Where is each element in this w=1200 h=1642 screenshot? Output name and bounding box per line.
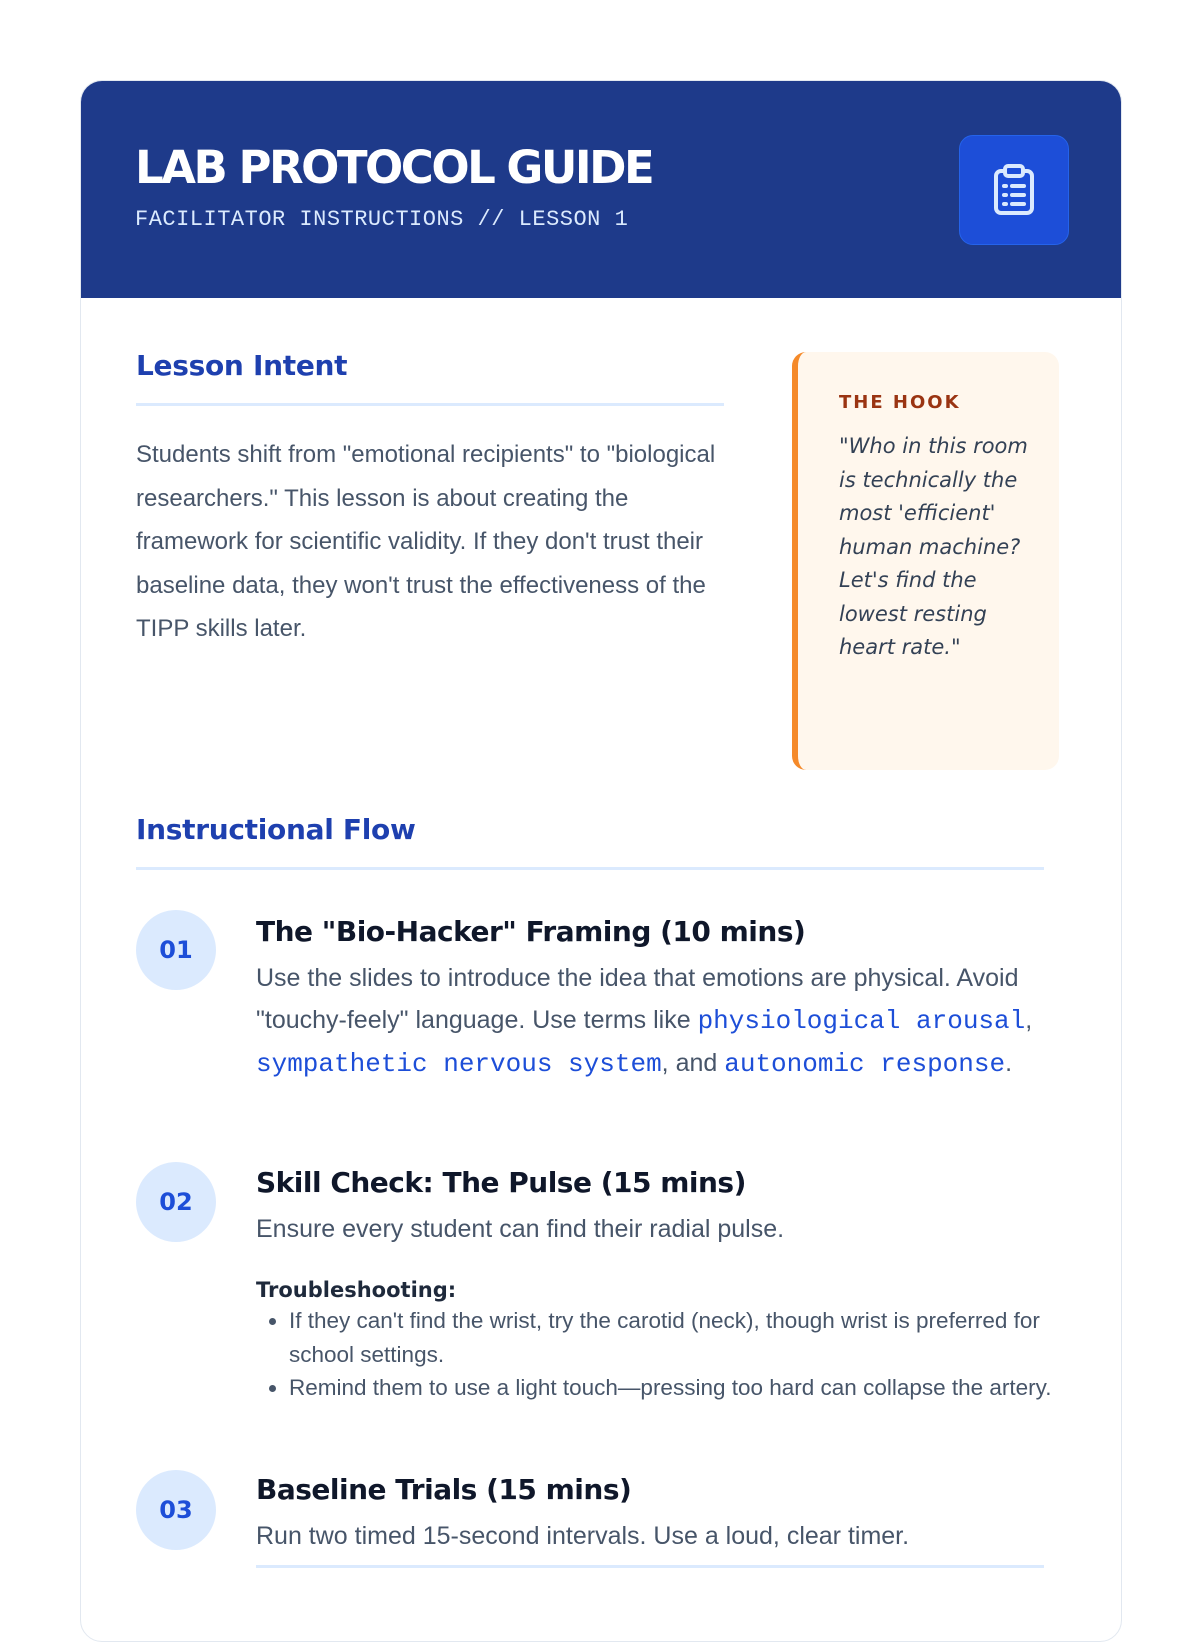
list-item: • Remind them to use a light touch—pressing too hard can collapse the artery.: [289, 1371, 1089, 1405]
step-text: Use the slides to introduce the idea that emotions are physical. Avoid "touchy-feely" language. Use terms like: [256, 964, 1019, 1034]
troubleshooting-label: Troubleshooting:: [256, 1278, 457, 1302]
instructional-flow-heading: Instructional Flow: [136, 813, 416, 846]
step-number-badge: 01: [136, 910, 216, 990]
term-physiological-arousal: physiological arousal: [697, 1006, 1026, 1036]
step-title: Skill Check: The Pulse (15 mins): [256, 1166, 746, 1199]
clipboard-icon: [992, 164, 1036, 216]
troubleshooting-list: [256, 1304, 1089, 1405]
hook-label: THE HOOK: [839, 392, 961, 413]
clipboard-icon-button: [959, 135, 1069, 245]
page-title: LAB PROTOCOL GUIDE: [135, 141, 653, 194]
hook-callout: [792, 352, 1059, 770]
step-number-badge: 02: [136, 1162, 216, 1242]
step-title: Baseline Trials (15 mins): [256, 1473, 632, 1506]
term-separator: ,: [1025, 1006, 1033, 1034]
step-description: [256, 957, 1056, 1085]
header-banner: [81, 81, 1121, 298]
term-autonomic-response: autonomic response: [724, 1049, 1006, 1079]
lesson-intent-divider: [136, 403, 724, 406]
step-description: Run two timed 15-second intervals. Use a loud, clear timer.: [256, 1522, 910, 1550]
lesson-intent-heading: Lesson Intent: [136, 349, 348, 382]
instructional-flow-divider: [136, 867, 1044, 870]
term-sympathetic-nervous-system: sympathetic nervous system: [256, 1049, 662, 1079]
step-divider: [256, 1565, 1044, 1568]
step-number-badge: 03: [136, 1470, 216, 1550]
term-separator: , and: [661, 1049, 725, 1077]
step-title: The "Bio-Hacker" Framing (10 mins): [256, 915, 806, 948]
lesson-intent-text: Students shift from "emotional recipients" to "biological researchers." This lesson is about creating the framework for scientific validity. If they don't trust their baseline data, they won't trust the effectiveness of the TIPP skills later.: [136, 441, 716, 642]
step-description: Ensure every student can find their radial pulse.: [256, 1215, 785, 1243]
hook-quote: "Who in this room is technically the most 'efficient' human machine? Let's find the lowest resting heart rate.": [839, 434, 1028, 659]
page-subtitle: FACILITATOR INSTRUCTIONS // LESSON 1: [135, 207, 629, 232]
list-item: • If they can't find the wrist, try the carotid (neck), though wrist is preferred for school settings.: [289, 1304, 1089, 1371]
protocol-card: [80, 80, 1122, 1642]
term-end: .: [1005, 1049, 1013, 1077]
